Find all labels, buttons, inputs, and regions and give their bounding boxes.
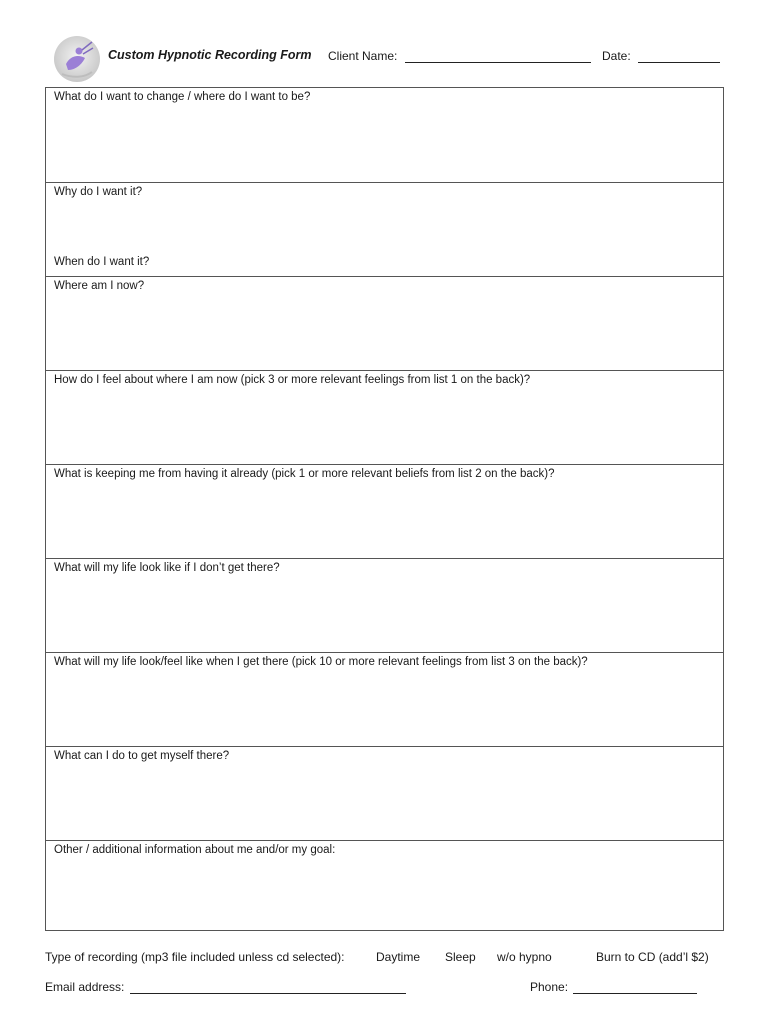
question-row[interactable]: [46, 88, 723, 182]
question-row[interactable]: [46, 276, 723, 370]
client-name-label: Client Name:: [328, 49, 398, 63]
option-no-hypno[interactable]: w/o hypno: [497, 950, 552, 964]
question-row[interactable]: [46, 746, 723, 840]
form-header: [52, 34, 732, 84]
question-row[interactable]: [46, 182, 723, 276]
question-label: What is keeping me from having it already (pick 1 or more relevant beliefs from list 2 on the back)?: [54, 468, 555, 480]
question-label: Why do I want it?: [54, 186, 143, 198]
question-label: Other / additional information about me and/or my goal:: [54, 844, 336, 856]
client-name-field[interactable]: [405, 62, 591, 63]
recording-type-label: Type of recording (mp3 file included unless cd selected):: [45, 950, 345, 964]
question-row[interactable]: [46, 464, 723, 558]
question-label: What do I want to change / where do I want to be?: [54, 91, 311, 103]
option-burn-cd[interactable]: Burn to CD (add’l $2): [596, 950, 709, 964]
question-label: How do I feel about where I am now (pick 3 or more relevant feelings from list 1 on the back)?: [54, 374, 531, 386]
option-sleep[interactable]: Sleep: [445, 950, 476, 964]
question-label: When do I want it?: [54, 256, 150, 268]
date-field[interactable]: [638, 62, 720, 63]
question-label: Where am I now?: [54, 280, 145, 292]
angel-figure-icon: [52, 34, 102, 84]
question-label: What can I do to get myself there?: [54, 750, 230, 762]
email-label: Email address:: [45, 980, 125, 994]
question-row[interactable]: [46, 370, 723, 464]
option-daytime[interactable]: Daytime: [376, 950, 421, 964]
questions-table: [45, 87, 724, 931]
question-row[interactable]: [46, 840, 723, 932]
form-title: Custom Hypnotic Recording Form: [108, 48, 312, 62]
question-label: What will my life look/feel like when I get there (pick 10 or more relevant feelings from list 3 on the back)?: [54, 656, 588, 668]
question-row[interactable]: [46, 558, 723, 652]
question-row[interactable]: [46, 652, 723, 746]
email-field[interactable]: [130, 983, 406, 994]
question-label: What will my life look like if I don’t get there?: [54, 562, 280, 574]
phone-field[interactable]: [573, 983, 697, 994]
phone-label: Phone:: [530, 980, 569, 994]
date-label: Date:: [602, 49, 631, 63]
